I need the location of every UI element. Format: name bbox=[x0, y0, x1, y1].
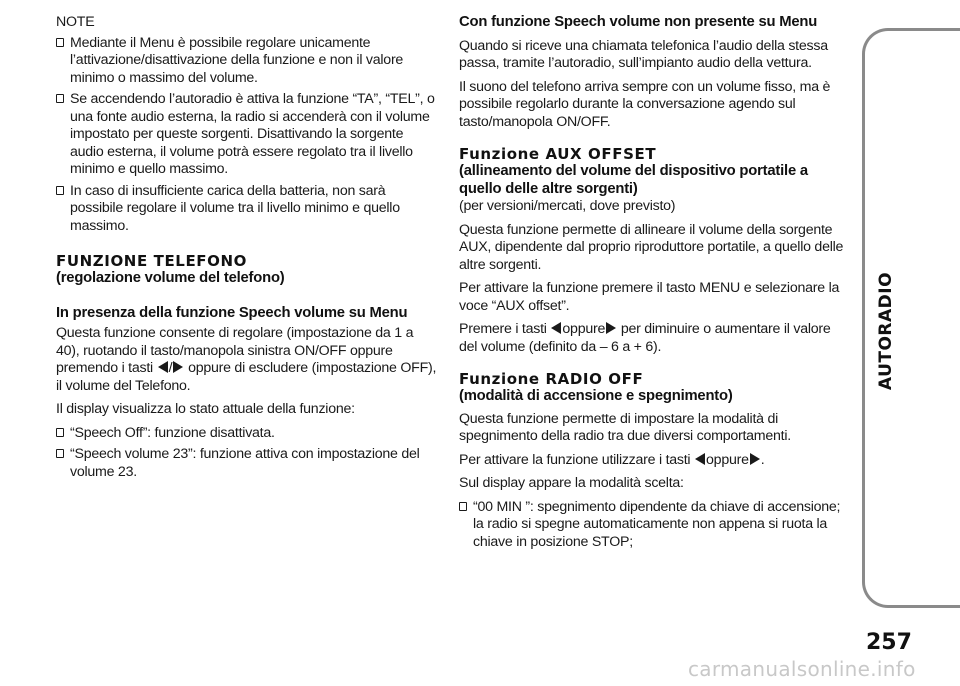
list-item: “Speech Off”: funzione disattivata. bbox=[56, 425, 438, 443]
section-subtitle-radio-off: (modalità di accensione e spegnimento) bbox=[459, 388, 733, 404]
section-title-aux: Funzione AUX OFFSET bbox=[459, 145, 657, 163]
checkbox-bullet-icon bbox=[56, 186, 64, 195]
section-subtitle-telefono: (regolazione volume del telefono) bbox=[56, 270, 285, 286]
heading-speech-not-menu: Con funzione Speech volume non presente su Menu bbox=[459, 14, 818, 30]
right-column bbox=[459, 14, 849, 555]
page-number: 257 bbox=[866, 630, 912, 655]
arrow-right-icon bbox=[606, 322, 616, 334]
list-item: “Speech volume 23”: funzione attiva con impostazione del volume 23. bbox=[56, 446, 438, 481]
paragraph-aux-align: Questa funzione permette di allineare il volume della sorgente AUX, dipendente dal proprio riproduttore portatile, a quello delle altre sorgenti. bbox=[459, 221, 844, 273]
paragraph-phone-volume: Il suono del telefono arriva sempre con un volume fisso, ma è possibile regolarlo durante la conversazione agendo sul tasto/manopola ON/OFF. bbox=[459, 78, 831, 130]
paragraph-aux-activate: Per attivare la funzione premere il tasto MENU e selezionare la voce “AUX offset”. bbox=[459, 280, 840, 314]
section-title-radio-off: Funzione RADIO OFF bbox=[459, 370, 644, 388]
arrow-left-icon bbox=[695, 453, 705, 465]
arrow-right-icon bbox=[750, 453, 760, 465]
list-item: “00 MIN ”: spegnimento dipendente da chiave di accensione; la radio si spegne automaticamente non appena si ruota la chiave in posizione STOP; bbox=[459, 499, 849, 552]
paragraph-speech: Questa funzione consente di regolare (impostazione da 1 a 40), ruotando il tasto/manopola sinistra ON/OFF oppure premendo i tasti / oppure di escludere (impostazione OFF), il volume del Telefono. bbox=[56, 325, 437, 394]
section-title-telefono: FUNZIONE TELEFONO bbox=[56, 252, 247, 270]
note-item: Mediante il Menu è possibile regolare unicamente l’attivazione/disattivazione della funzione e non il valore minimo o massimo del volume. bbox=[56, 35, 438, 88]
paragraph-display-mode: Sul display appare la modalità scelta: bbox=[459, 475, 684, 491]
note-label: NOTE bbox=[56, 14, 95, 30]
paragraph-display: Il display visualizza lo stato attuale della funzione: bbox=[56, 401, 355, 417]
arrow-left-icon bbox=[158, 361, 168, 373]
chapter-label: AUTORADIO bbox=[876, 271, 896, 391]
watermark: carmanualsonline.info bbox=[688, 657, 916, 681]
sub-heading-speech-menu: In presenza della funzione Speech volume su Menu bbox=[56, 304, 408, 321]
note-item: Se accendendo l’autoradio è attiva la funzione “TA”, “TEL”, o una fonte audio esterna, la radio si accenderà con il volume impostato per queste sorgenti. Disattivando la sorgente audio esterna, il volume potrà essere regolato tra il livello minimo e quello massimo. bbox=[56, 91, 438, 179]
checkbox-bullet-icon bbox=[459, 502, 467, 511]
checkbox-bullet-icon bbox=[56, 428, 64, 437]
section-subtitle-aux: (allineamento del volume del dispositivo portatile a quello delle altre sorgenti) bbox=[459, 163, 808, 197]
checkbox-bullet-icon bbox=[56, 94, 64, 103]
paragraph-call-audio: Quando si riceve una chiamata telefonica l’audio della stessa passa, tramite l’autoradio, sull’impianto audio della vettura. bbox=[459, 37, 828, 71]
checkbox-bullet-icon bbox=[56, 449, 64, 458]
paragraph-radio-off: Questa funzione permette di impostare la modalità di spegnimento della radio tra due diversi comportamenti. bbox=[459, 410, 791, 444]
checkbox-bullet-icon bbox=[56, 38, 64, 47]
aux-availability-note: (per versioni/mercati, dove previsto) bbox=[459, 198, 676, 214]
arrow-right-icon bbox=[173, 361, 183, 373]
note-item: In caso di insufficiente carica della batteria, non sarà possibile regolare il volume tra il livello minimo e quello massimo. bbox=[56, 183, 438, 236]
left-column bbox=[56, 14, 438, 485]
arrow-left-icon bbox=[551, 322, 561, 334]
paragraph-radio-keys: Per attivare la funzione utilizzare i tasti oppure . bbox=[459, 451, 765, 468]
paragraph-aux-keys: Premere i tasti oppure per diminuire o aumentare il valore del volume (definito da – 6 a + 6). bbox=[459, 321, 831, 355]
